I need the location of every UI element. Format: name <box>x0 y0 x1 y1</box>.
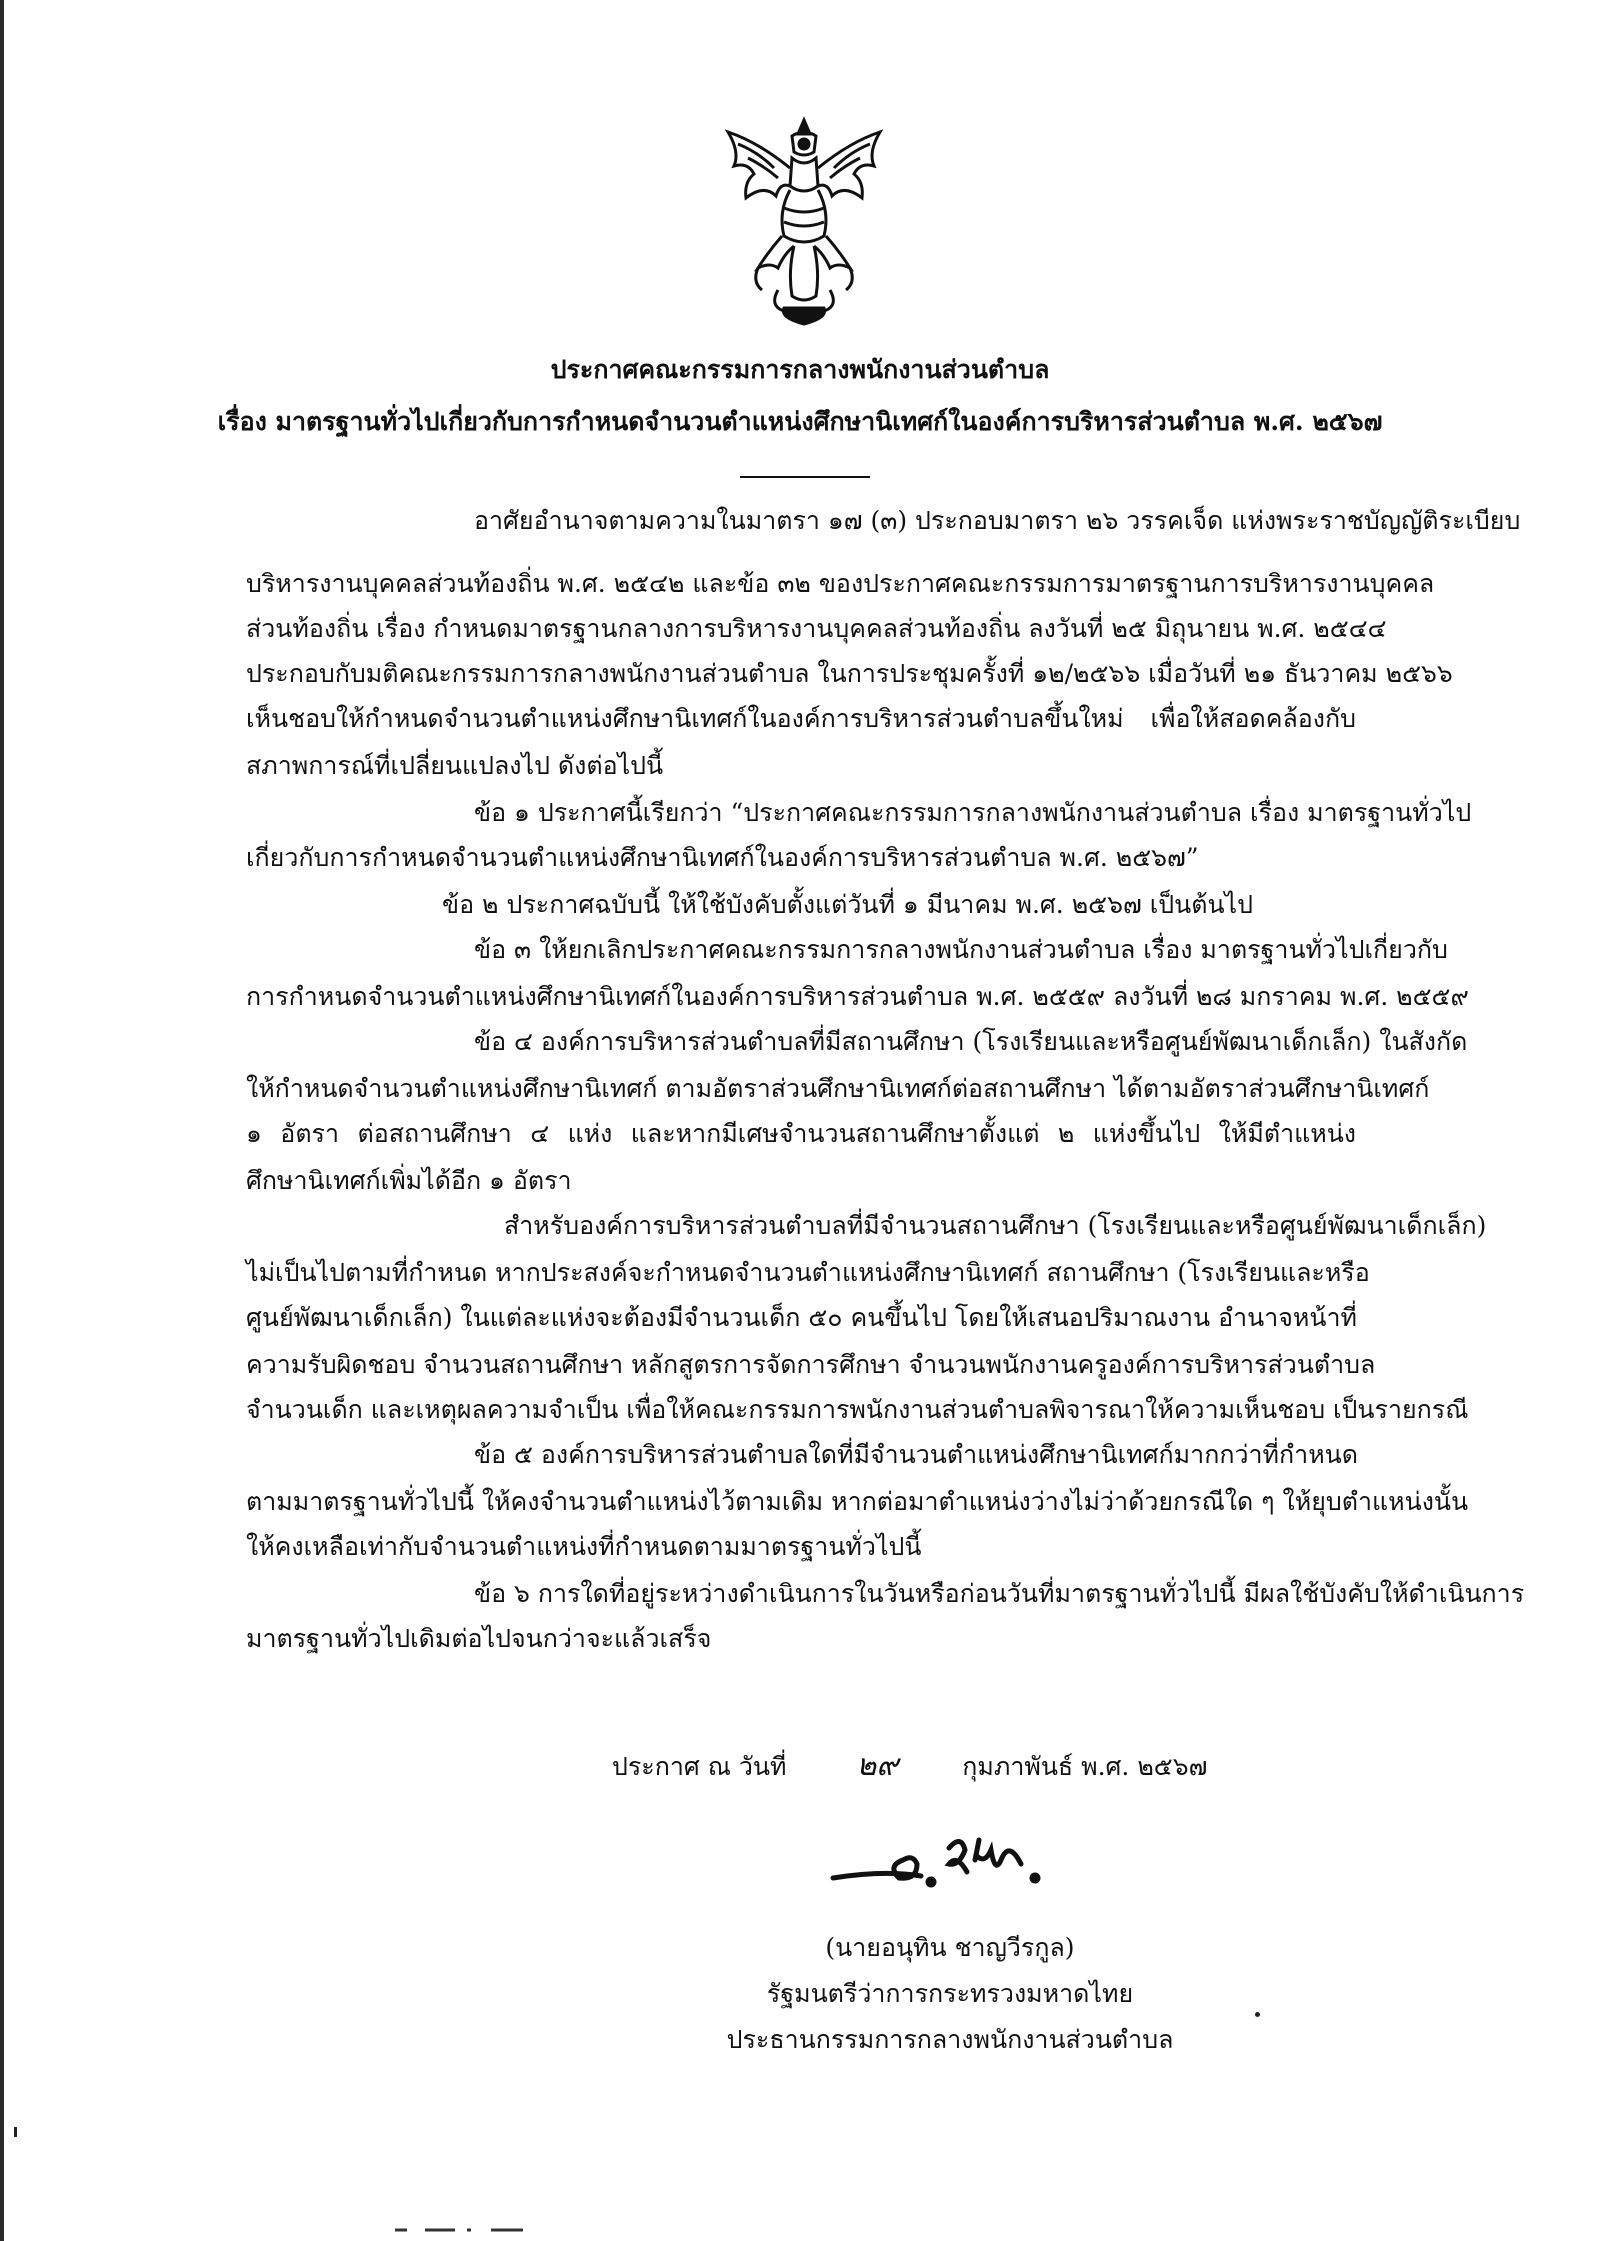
paragraph-line: ประกอบกับมติคณะกรรมการกลางพนักงานส่วนตำบล ในการประชุมครั้งที่ ๑๒/๒๕๖๖ เมื่อวันที่ ๒๑ ธันวาคม ๒๕๖๖ <box>246 659 1453 688</box>
date-month-year: กุมภาพันธ์ พ.ศ. ๒๕๖๗ <box>962 1752 1208 1781</box>
clause-4-line: ศูนย์พัฒนาเด็กเล็ก) ในแต่ละแห่งจะต้องมีจำนวนเด็ก ๕๐ คนขึ้นไป โดยให้เสนอปริมาณงาน อำนาจหน้าที่ <box>246 1303 1358 1332</box>
clause-5-line: ตามมาตรฐานทั่วไปนี้ ให้คงจำนวนตำแหน่งไว้ตามเดิม หากต่อมาตำแหน่งว่างไม่ว่าด้วยกรณีใด ๆ ให้ยุบตำแหน่งนั้น <box>246 1487 1469 1516</box>
clause-4-line: ข้อ ๔ องค์การบริหารส่วนตำบลที่มีสถานศึกษา (โรงเรียนและหรือศูนย์พัฒนาเด็กเล็ก) ในสังกัด <box>474 1027 1468 1056</box>
date-prefix: ประกาศ ณ วันที่ <box>612 1752 787 1781</box>
clause-3-line: ข้อ ๓ ให้ยกเลิกประกาศคณะกรรมการกลางพนักงานส่วนตำบล เรื่อง มาตรฐานทั่วไปเกี่ยวกับ <box>474 935 1448 964</box>
clause-5-line: ให้คงเหลือเท่ากับจำนวนตำแหน่งที่กำหนดตามมาตรฐานทั่วไปนี้ <box>246 1532 922 1561</box>
clause-5-line: ข้อ ๕ องค์การบริหารส่วนตำบลใดที่มีจำนวนตำแหน่งศึกษานิเทศก์มากกว่าที่กำหนด <box>474 1440 1358 1469</box>
clause-4-line: ให้กำหนดจำนวนตำแหน่งศึกษานิเทศก์ ตามอัตราส่วนศึกษานิเทศก์ต่อสถานศึกษา ได้ตามอัตราส่วนศึกษานิเทศก์ <box>246 1074 1430 1103</box>
paragraph-line: บริหารงานบุคคลส่วนท้องถิ่น พ.ศ. ๒๕๔๒ และข้อ ๓๒ ของประกาศคณะกรรมการมาตรฐานการบริหารงานบุคคล <box>246 569 1435 598</box>
signatory-position: รัฐมนตรีว่าการกระทรวงมหาดไทย <box>766 1979 1134 2008</box>
announcement-subject: เรื่อง มาตรฐานทั่วไปเกี่ยวกับการกำหนดจำนวนตำแหน่งศึกษานิเทศก์ในองค์การบริหารส่วนตำบล พ.ศ. ๒๕๖๗ <box>217 407 1383 436</box>
scan-marks <box>395 2226 525 2234</box>
clause-6-line: มาตรฐานทั่วไปเดิมต่อไปจนกว่าจะแล้วเสร็จ <box>246 1624 712 1653</box>
scan-speck <box>14 2127 17 2137</box>
date-day-handwritten: ๒๙ <box>856 1748 899 1783</box>
garuda-emblem <box>718 112 890 328</box>
clause-4-line: ความรับผิดชอบ จำนวนสถานศึกษา หลักสูตรการจัดการศึกษา จำนวนพนักงานครูองค์การบริหารส่วนตำบล <box>246 1350 1376 1379</box>
signatory-role: ประธานกรรมการกลางพนักงานส่วนตำบล <box>726 2025 1174 2054</box>
clause-1-line: เกี่ยวกับการกำหนดจำนวนตำแหน่งศึกษานิเทศก์ในองค์การบริหารส่วนตำบล พ.ศ. ๒๕๖๗” <box>246 843 1199 872</box>
announcement-title: ประกาศคณะกรรมการกลางพนักงานส่วนตำบล <box>550 355 1050 384</box>
signature <box>825 1820 1065 1910</box>
clause-1-line: ข้อ ๑ ประกาศนี้เรียกว่า “ประกาศคณะกรรมการกลางพนักงานส่วนตำบล เรื่อง มาตรฐานทั่วไป <box>474 798 1472 827</box>
signatory-name: (นายอนุทิน ชาญวีรกูล) <box>825 1933 1075 1962</box>
scan-speck <box>1255 2012 1260 2017</box>
paragraph-line: ส่วนท้องถิ่น เรื่อง กำหนดมาตรฐานกลางการบริหารงานบุคคลส่วนท้องถิ่น ลงวันที่ ๒๕ มิถุนายน พ.ศ. ๒๕๔๔ <box>246 614 1387 643</box>
paragraph-line: สภาพการณ์ที่เปลี่ยนแปลงไป ดังต่อไปนี้ <box>246 751 664 780</box>
clause-4-line: ศึกษานิเทศก์เพิ่มได้อีก ๑ อัตรา <box>246 1166 572 1195</box>
clause-4-line: สำหรับองค์การบริหารส่วนตำบลที่มีจำนวนสถานศึกษา (โรงเรียนและหรือศูนย์พัฒนาเด็กเล็ก) <box>504 1211 1487 1240</box>
clause-4-line: ไม่เป็นไปตามที่กำหนด หากประสงค์จะกำหนดจำนวนตำแหน่งศึกษานิเทศก์ สถานศึกษา (โรงเรียนและหรือ <box>246 1258 1370 1287</box>
scan-edge <box>0 0 4 2241</box>
clause-4-line: จำนวนเด็ก และเหตุผลความจำเป็น เพื่อให้คณะกรรมการพนักงานส่วนตำบลพิจารณาให้ความเห็นชอบ เป็นรายกรณี <box>246 1395 1469 1424</box>
title-divider <box>740 476 870 478</box>
clause-4-line: ๑ อัตรา ต่อสถานศึกษา ๔ แห่ง และหากมีเศษจำนวนสถานศึกษาตั้งแต่ ๒ แห่งขึ้นไป ให้มีตำแหน่ง <box>246 1119 1356 1148</box>
clause-2-line: ข้อ ๒ ประกาศฉบับนี้ ให้ใช้บังคับตั้งแต่วันที่ ๑ มีนาคม พ.ศ. ๒๕๖๗ เป็นต้นไป <box>442 890 1253 919</box>
clause-6-line: ข้อ ๖ การใดที่อยู่ระหว่างดำเนินการในวันหรือก่อนวันที่มาตรฐานทั่วไปนี้ มีผลใช้บังคับให้ดำเนินการ <box>474 1579 1525 1608</box>
paragraph-line: เห็นชอบให้กำหนดจำนวนตำแหน่งศึกษานิเทศก์ในองค์การบริหารส่วนตำบลขึ้นใหม่ เพื่อให้สอดคล้องกับ <box>246 704 1356 733</box>
paragraph-line: อาศัยอำนาจตามความในมาตรา ๑๗ (๓) ประกอบมาตรา ๒๖ วรรคเจ็ด แห่งพระราชบัญญัติระเบียบ <box>474 506 1521 535</box>
clause-3-line: การกำหนดจำนวนตำแหน่งศึกษานิเทศก์ในองค์การบริหารส่วนตำบล พ.ศ. ๒๕๕๙ ลงวันที่ ๒๘ มกราคม พ.ศ. ๒๕๕๙ <box>246 982 1469 1011</box>
announcement-date <box>612 1742 1207 1789</box>
